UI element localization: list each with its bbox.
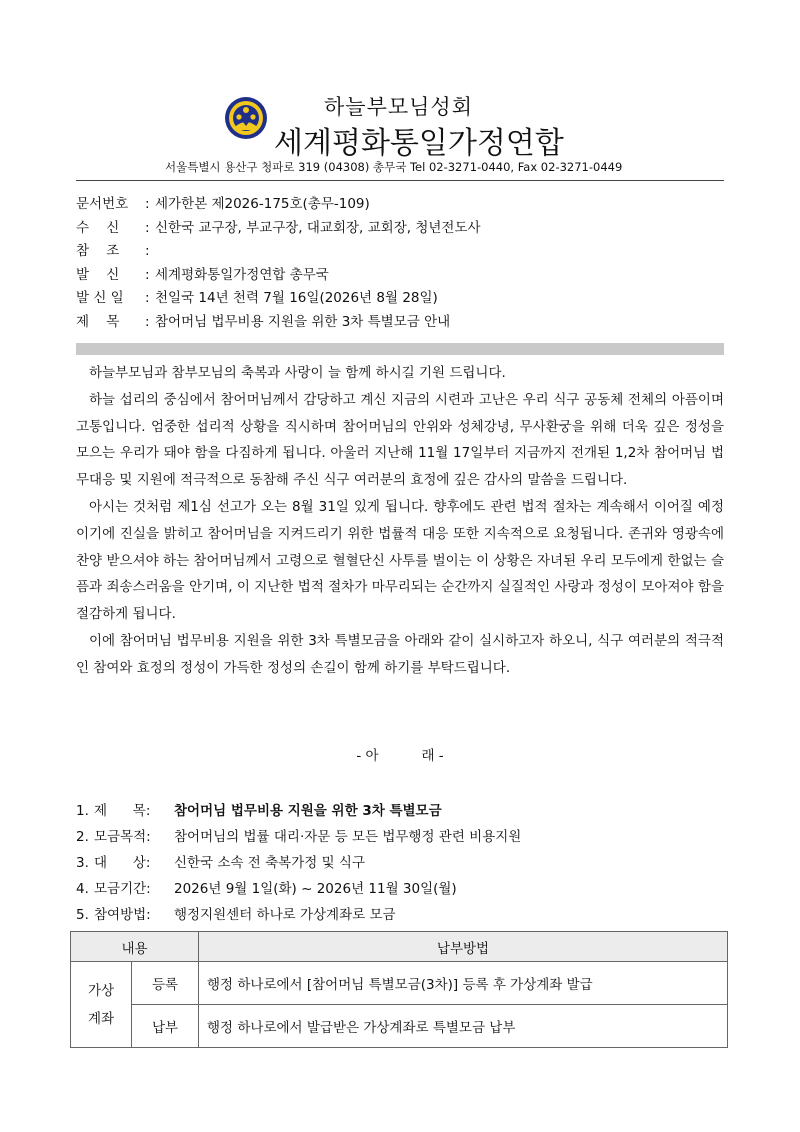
detail-item-purpose: 2. 모금목적: 참어머님의 법률 대리·자문 등 모든 법무행정 관련 비용지원 — [76, 824, 736, 850]
meta-doc-number: 문서번호 : 세가한본 제2026-175호(총무-109) — [76, 193, 736, 217]
detail-label: 모금기간: — [94, 881, 151, 897]
document-meta — [76, 193, 736, 334]
meta-label: 문서번호 — [76, 196, 129, 212]
org-name: 세계평화통일가정연합 — [274, 126, 564, 161]
detail-label: 참여방법: — [94, 907, 151, 923]
detail-value: 2026년 9월 1일(화) ~ 2026년 11월 30일(월) — [174, 881, 457, 897]
meta-label: 발 신 일 — [76, 290, 124, 306]
detail-value: 행정지원센터 하나로 가상계좌로 모금 — [174, 907, 396, 923]
org-subtitle: 하늘부모님성회 — [324, 95, 474, 119]
payment-method-table — [70, 931, 728, 1048]
header-divider — [76, 180, 724, 181]
meta-reference: 참 조 : — [76, 240, 736, 264]
meta-value: 세가한본 제2026-175호(총무-109) — [155, 196, 370, 212]
table-row — [71, 962, 728, 1005]
table-header-content: 내용 — [71, 932, 199, 962]
table-group-cell: 가상 계좌 — [71, 962, 132, 1048]
meta-value: 참어머님 법무비용 지원을 위한 3차 특별모금 안내 — [155, 313, 451, 330]
meta-recipient: 수 신 : 신한국 교구장, 부교구장, 대교회장, 교회장, 청년전도사 — [76, 217, 736, 241]
meta-value: 신한국 교구장, 부교구장, 대교회장, 교회장, 청년전도사 — [155, 219, 481, 236]
detail-label: 제 목: — [94, 803, 151, 819]
table-desc-cell: 행정 하나로에서 발급받은 가상계좌로 특별모금 납부 — [199, 1005, 728, 1048]
unification-logo-icon — [224, 96, 268, 140]
meta-value: 천일국 14년 천력 7월 16일(2026년 8월 28일) — [155, 290, 438, 306]
detail-item-method: 5. 참여방법: 행정지원센터 하나로 가상계좌로 모금 — [76, 902, 736, 928]
meta-label: 수 신 — [76, 219, 120, 236]
detail-value: 참어머님 법무비용 지원을 위한 3차 특별모금 — [174, 803, 442, 819]
meta-subject: 제 목 : 참어머님 법무비용 지원을 위한 3차 특별모금 안내 — [76, 311, 736, 335]
detail-item-target: 3. 대 상: 신한국 소속 전 축복가정 및 식구 — [76, 850, 736, 876]
meta-sender: 발 신 : 세계평화통일가정연합 총무국 — [76, 264, 736, 288]
table-header-row — [71, 932, 728, 962]
fundraising-details — [76, 798, 736, 928]
detail-label: 모금목적: — [94, 829, 151, 845]
detail-item-period: 4. 모금기간: 2026년 9월 1일(화) ~ 2026년 11월 30일(월) — [76, 876, 736, 902]
table-desc-cell: 행정 하나로에서 [참어머님 특별모금(3차)] 등록 후 가상계좌 발급 — [199, 962, 728, 1005]
org-address: 서울특별시 용산구 청파로 319 (04308) 총무국 Tel 02-3271-0440, Fax 02-3271-0449 — [165, 160, 623, 174]
paragraph-situation: 하늘 섭리의 중심에서 참어머님께서 감당하고 계신 지금의 시련과 고난은 우리 식구 공동체 전체의 아픔이며 고통입니다. 엄중한 섭리적 상황을 직시하며 참어머님의 안위와 성체강녕, 무사환궁을 위해 더욱 깊은 정성을 모으는 우리가 돼야 함을 다짐하게 됩니다. 아울러 지난해 11월 17일부터 지금까지 전개된 1,2차 참어머님 법무대응 및 지원에 적극적으로 동참해 주신 식구 여러분의 효정에 깊은 감사의 말씀을 드립니다. — [76, 391, 724, 489]
section-divider-bar — [76, 343, 724, 355]
paragraph-request: 이에 참어머님 법무비용 지원을 위한 3차 특별모금을 아래와 같이 실시하고자 하오니, 식구 여러분의 적극적인 참여와 효정의 정성이 가득한 정성의 손길이 함께 하기를 부탁드립니다. — [76, 632, 724, 676]
meta-send-date: 발 신 일 : 천일국 14년 천력 7월 16일(2026년 8월 28일) — [76, 287, 736, 311]
meta-label: 발 신 — [76, 266, 120, 283]
table-sub-cell: 납부 — [132, 1005, 199, 1048]
detail-value: 신한국 소속 전 축복가정 및 식구 — [174, 855, 365, 871]
table-row — [71, 1005, 728, 1048]
table-header-method: 납부방법 — [199, 932, 728, 962]
detail-label: 대 상: — [94, 855, 151, 871]
meta-label: 제 목 — [76, 313, 120, 330]
meta-label: 참 조 — [76, 243, 120, 259]
meta-value: 세계평화통일가정연합 총무국 — [155, 266, 329, 283]
detail-value: 참어머님의 법률 대리·자문 등 모든 법무행정 관련 비용지원 — [174, 829, 522, 845]
paragraph-legal-process: 아시는 것처럼 제1심 선고가 오는 8월 31일 있게 됩니다. 향후에도 관련 법적 절차는 계속해서 이어질 예정이기에 진실을 밝히고 참어머님을 지켜드리기 위한 법률적 대응 또한 지속적으로 요청됩니다. 존귀와 영광속에 찬양 받으셔야 하는 참어머님께서 고령으로 혈혈단신 사투를 벌이는 이 상황은 자녀된 우리 모두에게 한없는 슬픔과 죄송스러움을 안기며, 이 지난한 법적 절차가 마무리되는 순간까지 실질적인 사랑과 정성이 모아져야 함을 절감하게 됩니다. — [76, 498, 724, 623]
section-heading-below: - 아 래 - — [356, 748, 444, 764]
table-sub-cell: 등록 — [132, 962, 199, 1005]
detail-item-title: 1. 제 목: 참어머님 법무비용 지원을 위한 3차 특별모금 — [76, 798, 736, 824]
paragraph-greeting: 하늘부모님과 참부모님의 축복과 사랑이 늘 함께 하시길 기원 드립니다. — [89, 365, 506, 381]
letter-body — [76, 360, 724, 682]
